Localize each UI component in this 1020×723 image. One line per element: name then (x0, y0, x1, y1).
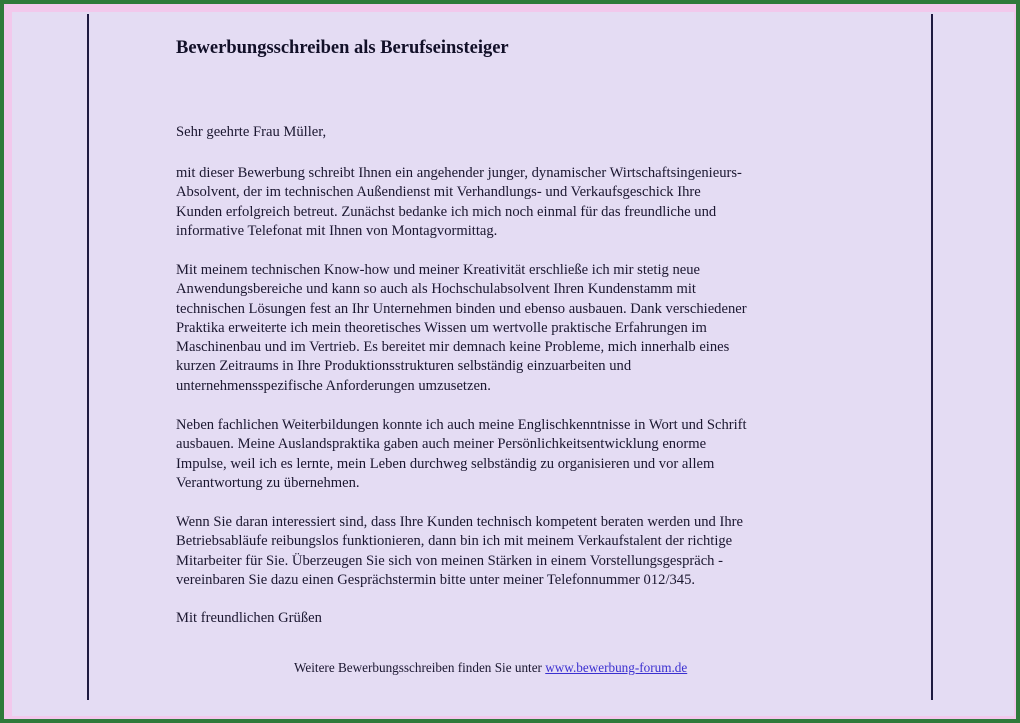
text-line: Mitarbeiter für Sie. Überzeugen Sie sich von meinen Stärken in einem Vorstellungsgespräch - (176, 552, 723, 569)
text-line: Wenn Sie daran interessiert sind, dass Ihre Kunden technisch kompetent beraten werden und Ihre (176, 514, 743, 530)
text-line: technischen Lösungen fest an Ihr Unternehmen binden und ebenso ausbauen. Dank verschiedener (176, 300, 747, 317)
text-line: informative Telefonat mit Ihnen von Montagvormittag. (176, 222, 498, 239)
left-margin-rule (87, 14, 89, 700)
paragraph-skills (176, 261, 747, 396)
text-line: vereinbaren Sie dazu einen Gesprächstermin bitte unter meiner Telefonnummer 012/345. (176, 571, 696, 588)
paragraph-languages (176, 416, 747, 493)
salutation: Sehr geehrte Frau Müller, (176, 124, 327, 140)
text-line: Kunden erfolgreich betreut. Zunächst bedanke ich mich noch einmal für das freundliche und (176, 203, 717, 220)
text-line: mit dieser Bewerbung schreibt Ihnen ein angehender junger, dynamischer Wirtschaftsingenieurs- (176, 165, 742, 181)
paragraph-intro (176, 164, 742, 241)
forum-link[interactable]: www.bewerbung-forum.de (545, 660, 688, 675)
footer-text: Weitere Bewerbungsschreiben finden Sie unter (294, 660, 546, 675)
text-line: Betriebsabläufe reibungslos funktionieren, dann bin ich mit meinem Verkaufstalent der richtige (176, 533, 733, 550)
text-line: Maschinenbau und im Vertrieb. Es bereitet mir demnach keine Probleme, mich innerhalb eines (176, 339, 730, 356)
text-line: Mit meinem technischen Know-how und meiner Kreativität erschließe ich mir stetig neue (176, 262, 700, 278)
closing: Mit freundlichen Grüßen (176, 610, 322, 626)
text-line: kurzen Zeitraums in Ihre Produktionsstrukturen selbständig einzuarbeiten und (176, 358, 632, 375)
text-line: Anwendungsbereiche und kann so auch als Hochschulabsolvent Ihren Kundenstamm mit (176, 281, 696, 298)
right-margin-rule (931, 14, 933, 700)
text-line: Verantwortung zu übernehmen. (176, 474, 360, 491)
footer-note (294, 660, 687, 676)
text-line: Impulse, weil ich es lernte, mein Leben durchweg selbständig zu organisieren und vor allem (176, 455, 715, 472)
letter-title: Bewerbungsschreiben als Berufseinsteiger (176, 38, 509, 58)
text-line: Absolvent, der im technischen Außendienst mit Verhandlungs- und Verkaufsgeschick Ihre (176, 184, 701, 201)
text-line: unternehmensspezifische Anforderungen umzusetzen. (176, 377, 491, 394)
text-line: ausbauen. Meine Auslandspraktika gaben auch meiner Persönlichkeitsentwicklung enorme (176, 436, 707, 453)
paragraph-call-to-action (176, 513, 743, 590)
text-line: Praktika erweiterte ich mein theoretisches Wissen um wertvolle praktische Erfahrungen im (176, 319, 707, 336)
text-line: Neben fachlichen Weiterbildungen konnte ich auch meine Englischkenntnisse in Wort und Schrift (176, 417, 747, 433)
